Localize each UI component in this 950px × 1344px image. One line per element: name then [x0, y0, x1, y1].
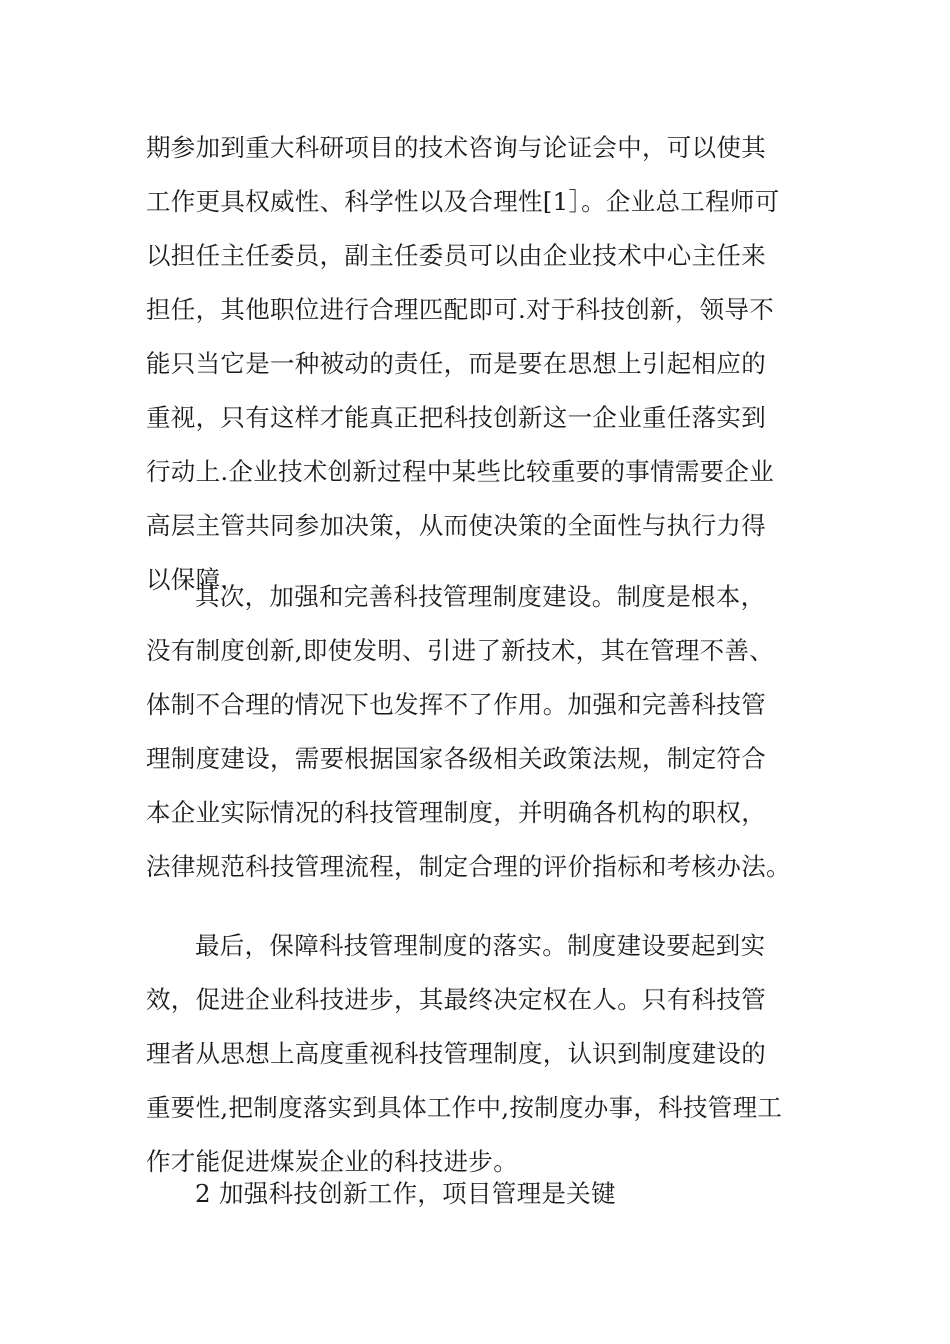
paragraph-line: 没有制度创新,即使发明、引进了新技术，其在管理不善、 — [146, 636, 775, 665]
paragraph-line: 法律规范科技管理流程，制定合理的评价指标和考核办法。 — [146, 852, 791, 881]
paragraph-line: 行动上.企业技术创新过程中某些比较重要的事情需要企业 — [146, 457, 775, 486]
paragraph-1 — [146, 121, 806, 607]
paragraph-line: 本企业实际情况的科技管理制度，并明确各机构的职权， — [146, 798, 766, 827]
paragraph-line: 作才能促进煤炭企业的科技进步。 — [146, 1147, 518, 1176]
paragraph-line: 体制不合理的情况下也发挥不了作用。加强和完善科技管 — [146, 690, 766, 719]
paragraph-line: 工作更具权威性、科学性以及合理性[1］。企业总工程师可 — [146, 187, 780, 216]
paragraph-line: 担任，其他职位进行合理匹配即可.对于科技创新，领导不 — [146, 295, 775, 324]
paragraph-3 — [146, 919, 806, 1189]
paragraph-line: 能只当它是一种被动的责任，而是要在思想上引起相应的 — [146, 349, 766, 378]
section-heading-text: 2 加强科技创新工作，项目管理是关键 — [195, 1179, 616, 1208]
paragraph-line: 期参加到重大科研项目的技术咨询与论证会中，可以使其 — [146, 133, 766, 162]
paragraph-line: 重视，只有这样才能真正把科技创新这一企业重任落实到 — [146, 403, 766, 432]
paragraph-2 — [146, 570, 806, 894]
paragraph-line: 以担任主任委员，副主任委员可以由企业技术中心主任来 — [146, 241, 766, 270]
paragraph-line: 重要性,把制度落实到具体工作中,按制度办事，科技管理工 — [146, 1093, 783, 1122]
paragraph-line: 以保障. — [146, 565, 229, 594]
paragraph-line: 其次，加强和完善科技管理制度建设。制度是根本， — [195, 582, 766, 611]
section-heading — [146, 1167, 806, 1221]
paragraph-line: 效，促进企业科技进步，其最终决定权在人。只有科技管 — [146, 985, 766, 1014]
paragraph-line: 理制度建设，需要根据国家各级相关政策法规，制定符合 — [146, 744, 766, 773]
paragraph-line: 理者从思想上高度重视科技管理制度，认识到制度建设的 — [146, 1039, 766, 1068]
paragraph-line: 高层主管共同参加决策，从而使决策的全面性与执行力得 — [146, 511, 766, 540]
paragraph-line: 最后，保障科技管理制度的落实。制度建设要起到实 — [195, 931, 766, 960]
